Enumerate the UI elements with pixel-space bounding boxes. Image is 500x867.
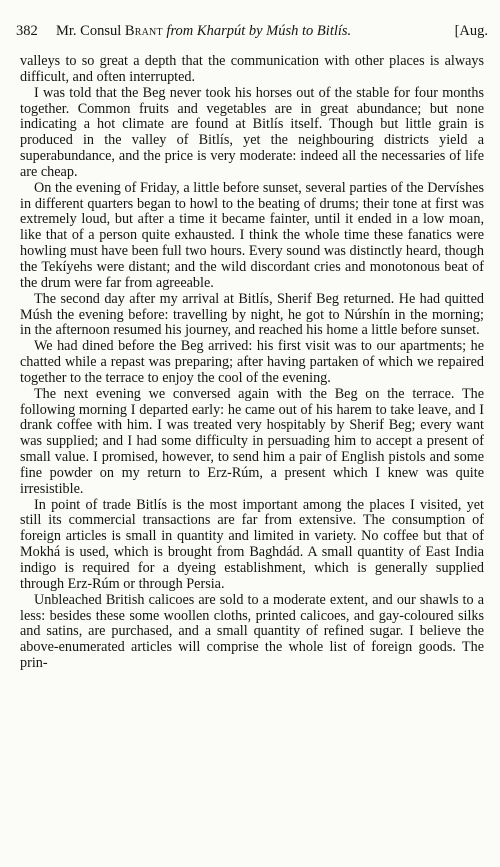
header-bracket-date: [Aug. — [454, 23, 488, 39]
running-title-suffix: from Kharpút by Músh to Bitlís. — [166, 23, 352, 39]
paragraph: We had dined before the Beg arrived: his first visit was to our apartments; he chatted while a repast was preparing; after having partaken of which we repaired together to the terrace to enjoy the cool of the evening. — [20, 338, 484, 386]
paragraph: The second day after my arrival at Bitlís, Sherif Beg returned. He had quitted Músh the evening before: travelling by night, he got to Núrshín in the morning; in the afternoon resumed his journey, and reached his home a little before sunset. — [20, 290, 484, 339]
paragraph: valleys to so great a depth that the communication with other places is always difficult, and often interrupted. — [20, 53, 484, 85]
body-text — [20, 54, 484, 672]
page-number: 382 — [16, 23, 38, 39]
paragraph: Unbleached British calicoes are sold to a moderate extent, and our shawls to a less: besides these some woollen cloths, printed calicoes, and gay-coloured silks and satins, are purchased, and a small quantity of refined sugar. I believe the above-enumerated articles will comprise the whole list of foreign goods. The prin- — [20, 591, 484, 672]
running-title — [56, 20, 351, 42]
running-title-prefix: Mr. Consul — [56, 23, 122, 39]
running-header — [16, 20, 488, 42]
paragraph: I was told that the Beg never took his horses out of the stable for four months together. Common fruits and vegetables are in great abundance; but none indicating a hot climate are found at Bitlís itself. Though but little grain is produced in the valley of Bitlís, yet the neighbouring districts yield a superabundance, and the price is very moderate: indeed all the necessaries of life are cheap. — [20, 84, 484, 180]
paragraph: On the evening of Friday, a little before sunset, several parties of the Dervíshes in different quarters began to howl to the beating of drums; their tone at first was extremely loud, but after a time it became fainter, until it ended in a low moan, like that of a person quite exhausted. I think the whole time these fanatics were howling must have been full two hours. Every sound was distinctly heard, though the Tekíyehs were distant; and the wild discordant cries and monotonous beat of the drum were far from agreeable. — [20, 179, 484, 291]
running-title-name: Brant — [124, 23, 163, 39]
paragraph: The next evening we conversed again with the Beg on the terrace. The following morning I departed early: he came out of his harem to take leave, and I drank coffee with him. I was treated very hospitably by Sherif Beg; every want was supplied; and I had some difficulty in persuading him to accept a present of small value. I promised, however, to send him a pair of English pistols and some fine powder on my return to Erz-Rúm, a present which I knew was quite irresistible. — [20, 385, 484, 497]
paragraph: In point of trade Bitlís is the most important among the places I visited, yet still its commercial transactions are far from extensive. The consumption of foreign articles is small in quantity and limited in variety. No coffee but that of Mokhá is used, which is brought from Baghdád. A small quantity of East India indigo is required for a dyeing establishment, which is generally supplied through Erz-Rúm or through Persia. — [20, 496, 484, 592]
